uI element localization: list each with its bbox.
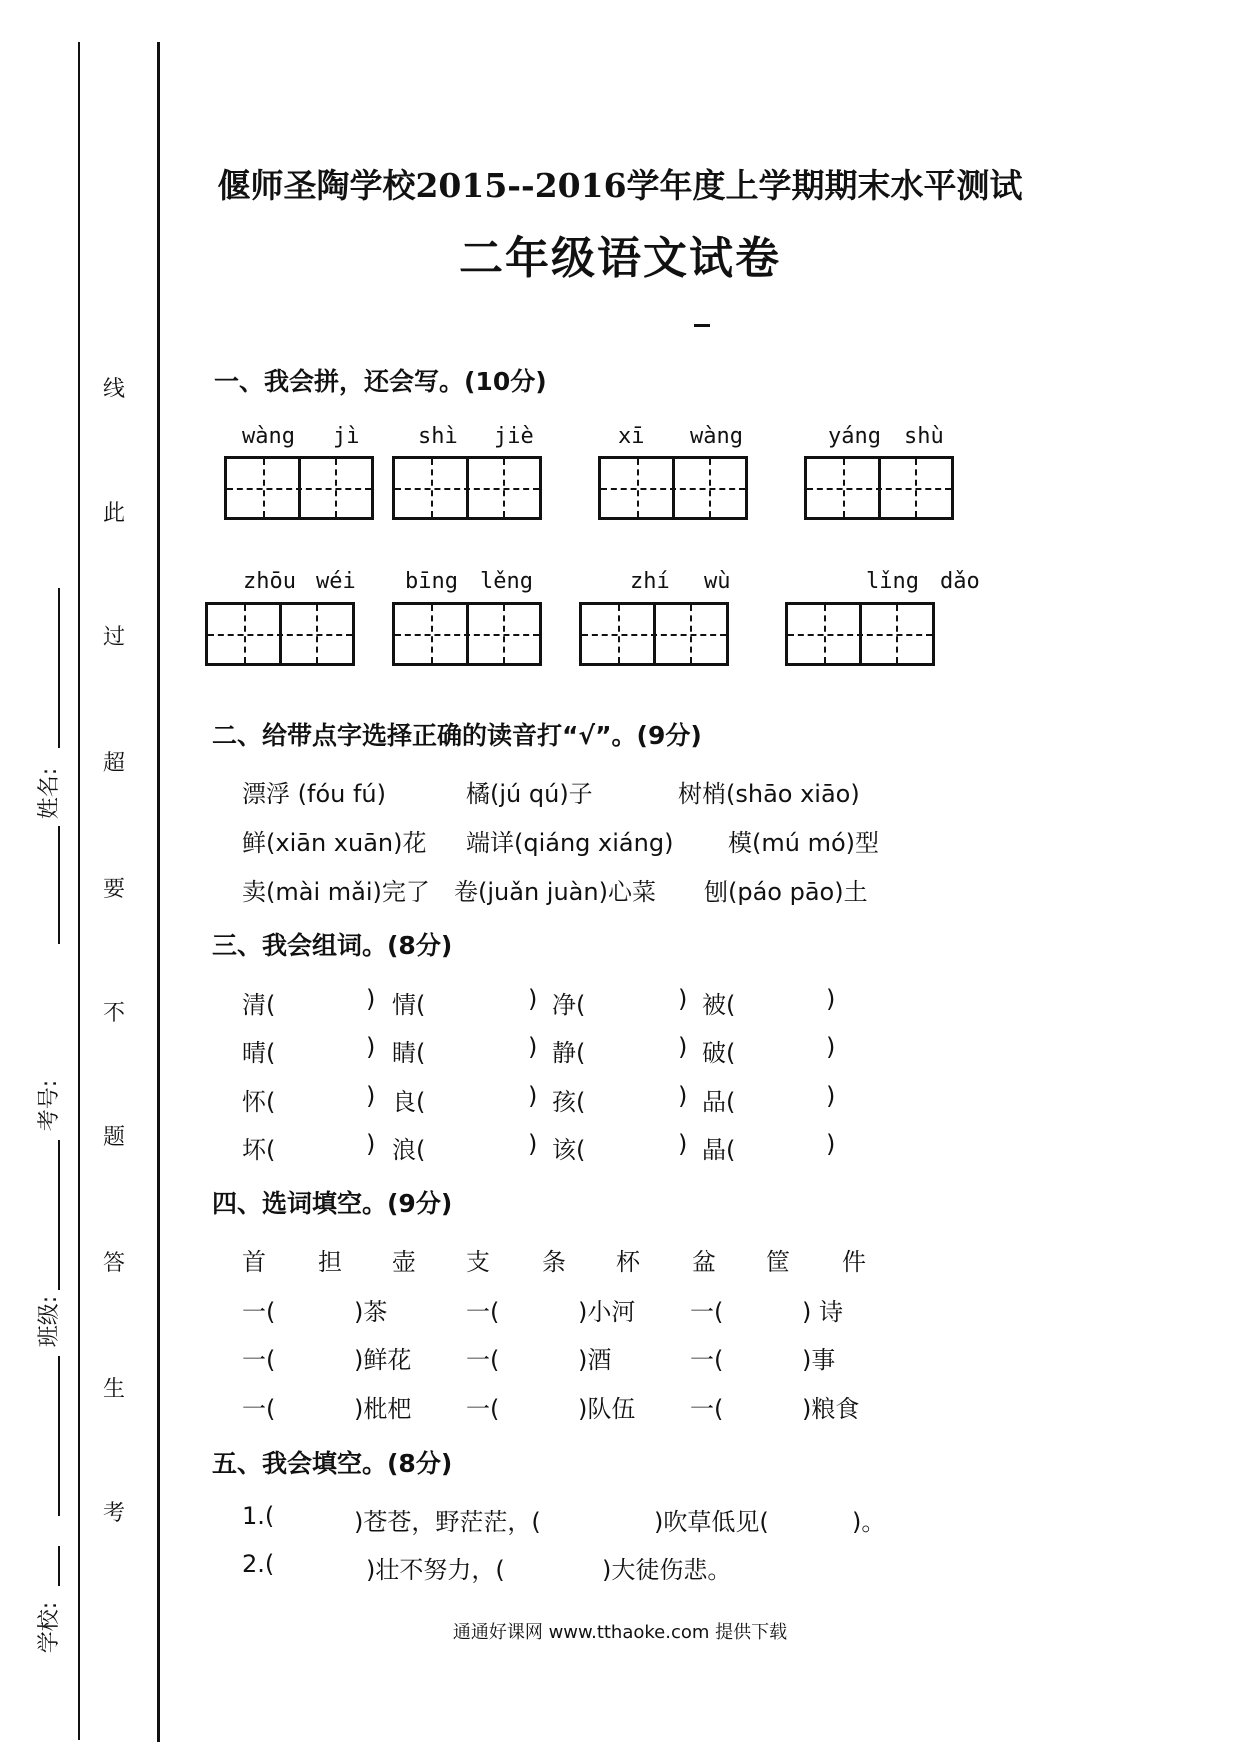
word-item-close: ) xyxy=(678,1033,688,1061)
word-bank-item: 条 xyxy=(542,1248,566,1276)
word-item: 净( xyxy=(552,991,586,1019)
reading-item: 卖(mài mǎi)完了 xyxy=(242,878,430,906)
divider-mark xyxy=(694,324,710,327)
fill-item-close: )枇杷 xyxy=(354,1395,412,1423)
seal-word: 线 xyxy=(102,377,125,402)
fill-blank-1-d: )。 xyxy=(852,1508,886,1536)
section-2-heading: 二、给带点字选择正确的读音打“√”。(9分) xyxy=(212,721,702,750)
pinyin: dǎo xyxy=(940,569,980,594)
pinyin: wàng xyxy=(690,424,743,449)
pinyin: shù xyxy=(904,424,944,449)
pinyin: lěng xyxy=(480,569,533,594)
name-blank[interactable] xyxy=(58,588,60,748)
fill-blank-2-c: )大徒伤悲。 xyxy=(602,1556,732,1584)
fill-item-open: 一( xyxy=(466,1395,500,1423)
word-item: 坏( xyxy=(242,1136,276,1164)
word-item-close: ) xyxy=(528,1130,538,1158)
word-bank-item: 壶 xyxy=(392,1248,416,1276)
reading-item: 端详(qiáng xiáng) xyxy=(466,829,674,857)
seal-word: 要 xyxy=(102,877,125,902)
pinyin: zhí xyxy=(630,569,670,594)
reading-item: 树梢(shāo xiāo) xyxy=(678,780,860,808)
word-item-close: ) xyxy=(366,985,376,1013)
exam-id-label: 考号: xyxy=(37,1079,63,1132)
fill-item-open: 一( xyxy=(466,1346,500,1374)
binding-line-outer xyxy=(78,42,80,1740)
fill-item-close: )酒 xyxy=(578,1346,612,1374)
writing-grid[interactable] xyxy=(598,456,748,520)
word-item: 良( xyxy=(392,1088,426,1116)
reading-item: 橘(jú qú)子 xyxy=(466,780,593,808)
fill-blank-1-c: )吹草低见( xyxy=(654,1508,769,1536)
section-1-heading: 一、我会拼，还会写。(10分) xyxy=(214,367,547,396)
pinyin: zhōu xyxy=(243,569,296,594)
exam-subtitle: 二年级语文试卷 xyxy=(459,233,781,284)
writing-grid[interactable] xyxy=(392,602,542,666)
word-item-close: ) xyxy=(678,1130,688,1158)
seal-word: 题 xyxy=(102,1125,125,1150)
reading-item: 鲜(xiān xuān)花 xyxy=(242,829,427,857)
word-item-close: ) xyxy=(366,1033,376,1061)
fill-item-close: )鲜花 xyxy=(354,1346,412,1374)
word-bank-item: 杯 xyxy=(616,1248,640,1276)
word-item: 怀( xyxy=(242,1088,276,1116)
word-item-close: ) xyxy=(826,1130,836,1158)
seal-word: 考 xyxy=(102,1501,125,1526)
reading-item: 刨(páo pāo)土 xyxy=(704,878,868,906)
name-blank-lower[interactable] xyxy=(58,826,60,944)
class-blank[interactable] xyxy=(58,1356,60,1516)
pinyin: wàng xyxy=(242,424,295,449)
pinyin: yáng xyxy=(828,424,881,449)
word-item-close: ) xyxy=(528,1033,538,1061)
section-5-heading: 五、我会填空。(8分) xyxy=(212,1449,453,1478)
word-item-close: ) xyxy=(826,1082,836,1110)
pinyin: shì xyxy=(418,424,458,449)
writing-grid[interactable] xyxy=(804,456,954,520)
class-label: 班级: xyxy=(37,1295,63,1348)
exam-title: 偃师圣陶学校2015--2016学年度上学期期末水平测试 xyxy=(217,166,1023,205)
pinyin: jì xyxy=(333,424,360,449)
fill-item-close: )小河 xyxy=(578,1298,636,1326)
word-bank-item: 筐 xyxy=(766,1248,790,1276)
pinyin: lǐng xyxy=(866,569,919,594)
reading-item: 模(mú mó)型 xyxy=(728,829,880,857)
pinyin: bīng xyxy=(405,569,458,594)
word-item: 品( xyxy=(702,1088,736,1116)
word-item-close: ) xyxy=(678,1082,688,1110)
fill-item-open: 一( xyxy=(242,1298,276,1326)
seal-word: 过 xyxy=(102,625,125,650)
writing-grid[interactable] xyxy=(785,602,935,666)
fill-item-open: 一( xyxy=(690,1395,724,1423)
word-item: 静( xyxy=(552,1039,586,1067)
exam-id-blank[interactable] xyxy=(58,1140,60,1290)
word-item: 情( xyxy=(392,991,426,1019)
word-bank-item: 首 xyxy=(242,1248,266,1276)
word-item: 晶( xyxy=(702,1136,736,1164)
binding-line-inner xyxy=(157,42,160,1742)
fill-item-open: 一( xyxy=(690,1298,724,1326)
fill-item-close: )茶 xyxy=(354,1298,388,1326)
fill-item-close: )队伍 xyxy=(578,1395,636,1423)
fill-item-open: 一( xyxy=(242,1346,276,1374)
fill-blank-2-a: 2.( xyxy=(242,1550,275,1578)
seal-word: 生 xyxy=(102,1377,125,1402)
pinyin: xī xyxy=(618,424,645,449)
reading-item: 漂浮 (fóu fú) xyxy=(242,780,386,808)
word-bank-item: 担 xyxy=(318,1248,342,1276)
seal-word: 超 xyxy=(102,751,125,776)
word-bank-item: 盆 xyxy=(692,1248,716,1276)
pinyin: wéi xyxy=(316,569,356,594)
fill-blank-1-b: )苍苍，野茫茫，( xyxy=(354,1508,541,1536)
footer-credit: 通通好课网 www.tthaoke.com 提供下载 xyxy=(452,1622,788,1643)
word-item-close: ) xyxy=(826,1033,836,1061)
fill-blank-2-b: )壮不努力，( xyxy=(366,1556,505,1584)
word-item-close: ) xyxy=(826,985,836,1013)
writing-grid[interactable] xyxy=(392,456,542,520)
fill-blank-1-a: 1.( xyxy=(242,1502,275,1530)
word-item: 该( xyxy=(552,1136,586,1164)
seal-word: 答 xyxy=(102,1251,125,1276)
word-item: 浪( xyxy=(392,1136,426,1164)
writing-grid[interactable] xyxy=(205,602,355,666)
section-4-heading: 四、选词填空。(9分) xyxy=(212,1189,453,1218)
word-item: 被( xyxy=(702,991,736,1019)
writing-grid[interactable] xyxy=(579,602,729,666)
pinyin: jiè xyxy=(494,424,534,449)
fill-item-close: )事 xyxy=(802,1346,836,1374)
word-item: 晴( xyxy=(242,1039,276,1067)
word-item: 睛( xyxy=(392,1039,426,1067)
section-3-heading: 三、我会组词。(8分) xyxy=(212,931,453,960)
fill-item-open: 一( xyxy=(242,1395,276,1423)
school-blank[interactable] xyxy=(58,1546,60,1586)
writing-grid[interactable] xyxy=(224,456,374,520)
word-item: 清( xyxy=(242,991,276,1019)
fill-item-open: 一( xyxy=(690,1346,724,1374)
word-bank-item: 支 xyxy=(466,1248,490,1276)
fill-item-open: 一( xyxy=(466,1298,500,1326)
word-item-close: ) xyxy=(366,1082,376,1110)
word-item-close: ) xyxy=(528,1082,538,1110)
reading-item: 卷(juǎn juàn)心菜 xyxy=(454,878,656,906)
word-item-close: ) xyxy=(678,985,688,1013)
name-label: 姓名: xyxy=(37,767,63,820)
word-bank-item: 件 xyxy=(842,1248,866,1276)
word-item: 破( xyxy=(702,1039,736,1067)
fill-item-close: )粮食 xyxy=(802,1395,860,1423)
word-item: 孩( xyxy=(552,1088,586,1116)
school-label: 学校: xyxy=(37,1601,63,1654)
pinyin: wù xyxy=(704,569,731,594)
fill-item-close: ) 诗 xyxy=(802,1298,843,1326)
seal-word: 不 xyxy=(102,1001,125,1026)
seal-word: 此 xyxy=(102,501,125,526)
word-item-close: ) xyxy=(528,985,538,1013)
word-item-close: ) xyxy=(366,1130,376,1158)
